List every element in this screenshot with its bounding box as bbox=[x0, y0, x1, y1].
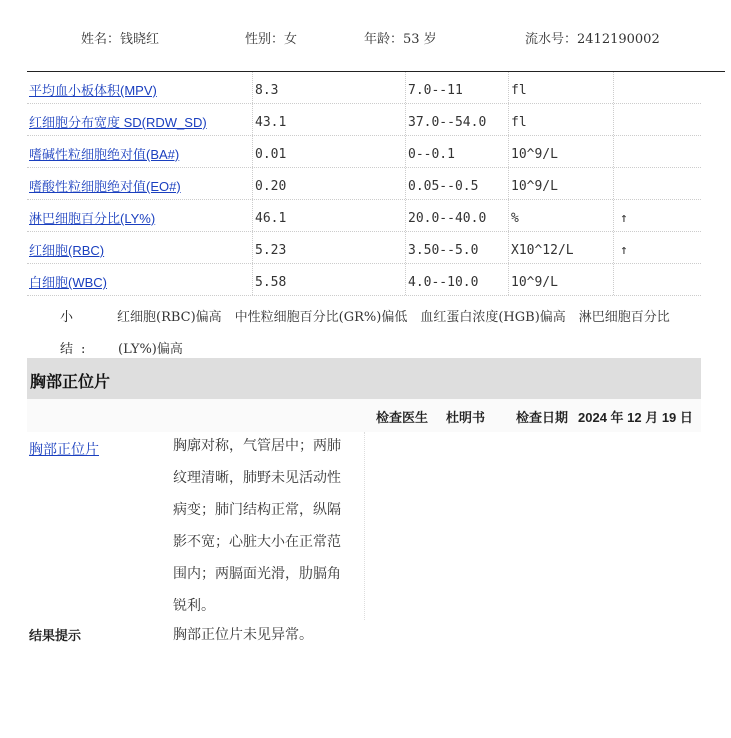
result-value: 5.58 bbox=[255, 275, 287, 290]
table-row bbox=[27, 264, 701, 296]
section-title: 胸部正位片 bbox=[30, 372, 111, 391]
unit: % bbox=[511, 211, 519, 226]
examiner-info bbox=[27, 399, 701, 432]
reference-range: 7.0--11 bbox=[408, 83, 463, 98]
exam-date-label: 检查日期 bbox=[516, 410, 569, 425]
table-row bbox=[27, 72, 701, 104]
result-text: 胸部正位片未见异常。 bbox=[173, 627, 313, 643]
flag-arrow-icon: ↑ bbox=[620, 243, 628, 258]
chest-item-link[interactable]: 胸部正位片 bbox=[29, 442, 99, 458]
table-row bbox=[27, 104, 701, 136]
lab-item-link[interactable]: 淋巴细胞百分比(LY%) bbox=[29, 211, 156, 226]
serial-number: 流水号：2412190002 bbox=[525, 32, 660, 47]
lab-summary bbox=[60, 302, 700, 366]
table-row bbox=[27, 136, 701, 168]
lab-item-link[interactable]: 平均血小板体积(MPV) bbox=[29, 83, 157, 98]
patient-header bbox=[0, 28, 731, 46]
column-divider bbox=[364, 432, 365, 620]
table-row bbox=[27, 232, 701, 264]
summary-text-line2: (LY%)偏高 bbox=[118, 342, 183, 357]
result-value: 0.01 bbox=[255, 147, 287, 162]
patient-age: 年龄：53 岁 bbox=[364, 32, 437, 47]
unit: fl bbox=[511, 115, 527, 130]
unit: 10^9/L bbox=[511, 275, 558, 290]
lab-item-link[interactable]: 红细胞(RBC) bbox=[29, 243, 105, 258]
reference-range: 3.50--5.0 bbox=[408, 243, 479, 258]
table-row bbox=[27, 168, 701, 200]
result-value: 43.1 bbox=[255, 115, 287, 130]
lab-item-link[interactable]: 红细胞分布宽度 SD(RDW_SD) bbox=[29, 115, 207, 130]
reference-range: 37.0--54.0 bbox=[408, 115, 487, 130]
result-value: 8.3 bbox=[255, 83, 279, 98]
unit: 10^9/L bbox=[511, 147, 558, 162]
chest-section-header bbox=[27, 358, 701, 399]
unit: 10^9/L bbox=[511, 179, 558, 194]
summary-text-line1: 红细胞(RBC)偏高 中性粒细胞百分比(GR%)偏低 血红蛋白浓度(HGB)偏高 淋巴细胞百分比 bbox=[117, 310, 670, 325]
doctor-label: 检查医生 bbox=[376, 410, 429, 425]
reference-range: 20.0--40.0 bbox=[408, 211, 487, 226]
doctor-name: 杜明书 bbox=[446, 410, 486, 425]
summary-label: 小结: bbox=[60, 310, 94, 357]
patient-name: 姓名：钱晓红 bbox=[81, 32, 160, 47]
unit: fl bbox=[511, 83, 527, 98]
exam-date: 2024 年 12 月 19 日 bbox=[578, 410, 693, 425]
result-value: 46.1 bbox=[255, 211, 287, 226]
unit: X10^12/L bbox=[511, 243, 574, 258]
result-value: 0.20 bbox=[255, 179, 287, 194]
lab-item-link[interactable]: 嗜酸性粒细胞绝对值(EO#) bbox=[29, 179, 181, 194]
chest-findings: 胸廓对称，气管居中；两肺纹理清晰，肺野未见活动性病变；肺门结构正常，纵隔影不宽；心脏大小在正常范围内；两膈面光滑，肋膈角锐利。 bbox=[173, 438, 341, 614]
reference-range: 0.05--0.5 bbox=[408, 179, 479, 194]
lab-results-table bbox=[27, 72, 701, 296]
reference-range: 4.0--10.0 bbox=[408, 275, 479, 290]
flag-arrow-icon: ↑ bbox=[620, 211, 628, 226]
result-label: 结果提示 bbox=[29, 628, 82, 643]
result-value: 5.23 bbox=[255, 243, 287, 258]
lab-item-link[interactable]: 嗜碱性粒细胞绝对值(BA#) bbox=[29, 147, 180, 162]
patient-gender: 性别：女 bbox=[245, 32, 298, 47]
table-row bbox=[27, 200, 701, 232]
reference-range: 0--0.1 bbox=[408, 147, 455, 162]
lab-item-link[interactable]: 白细胞(WBC) bbox=[29, 275, 107, 290]
